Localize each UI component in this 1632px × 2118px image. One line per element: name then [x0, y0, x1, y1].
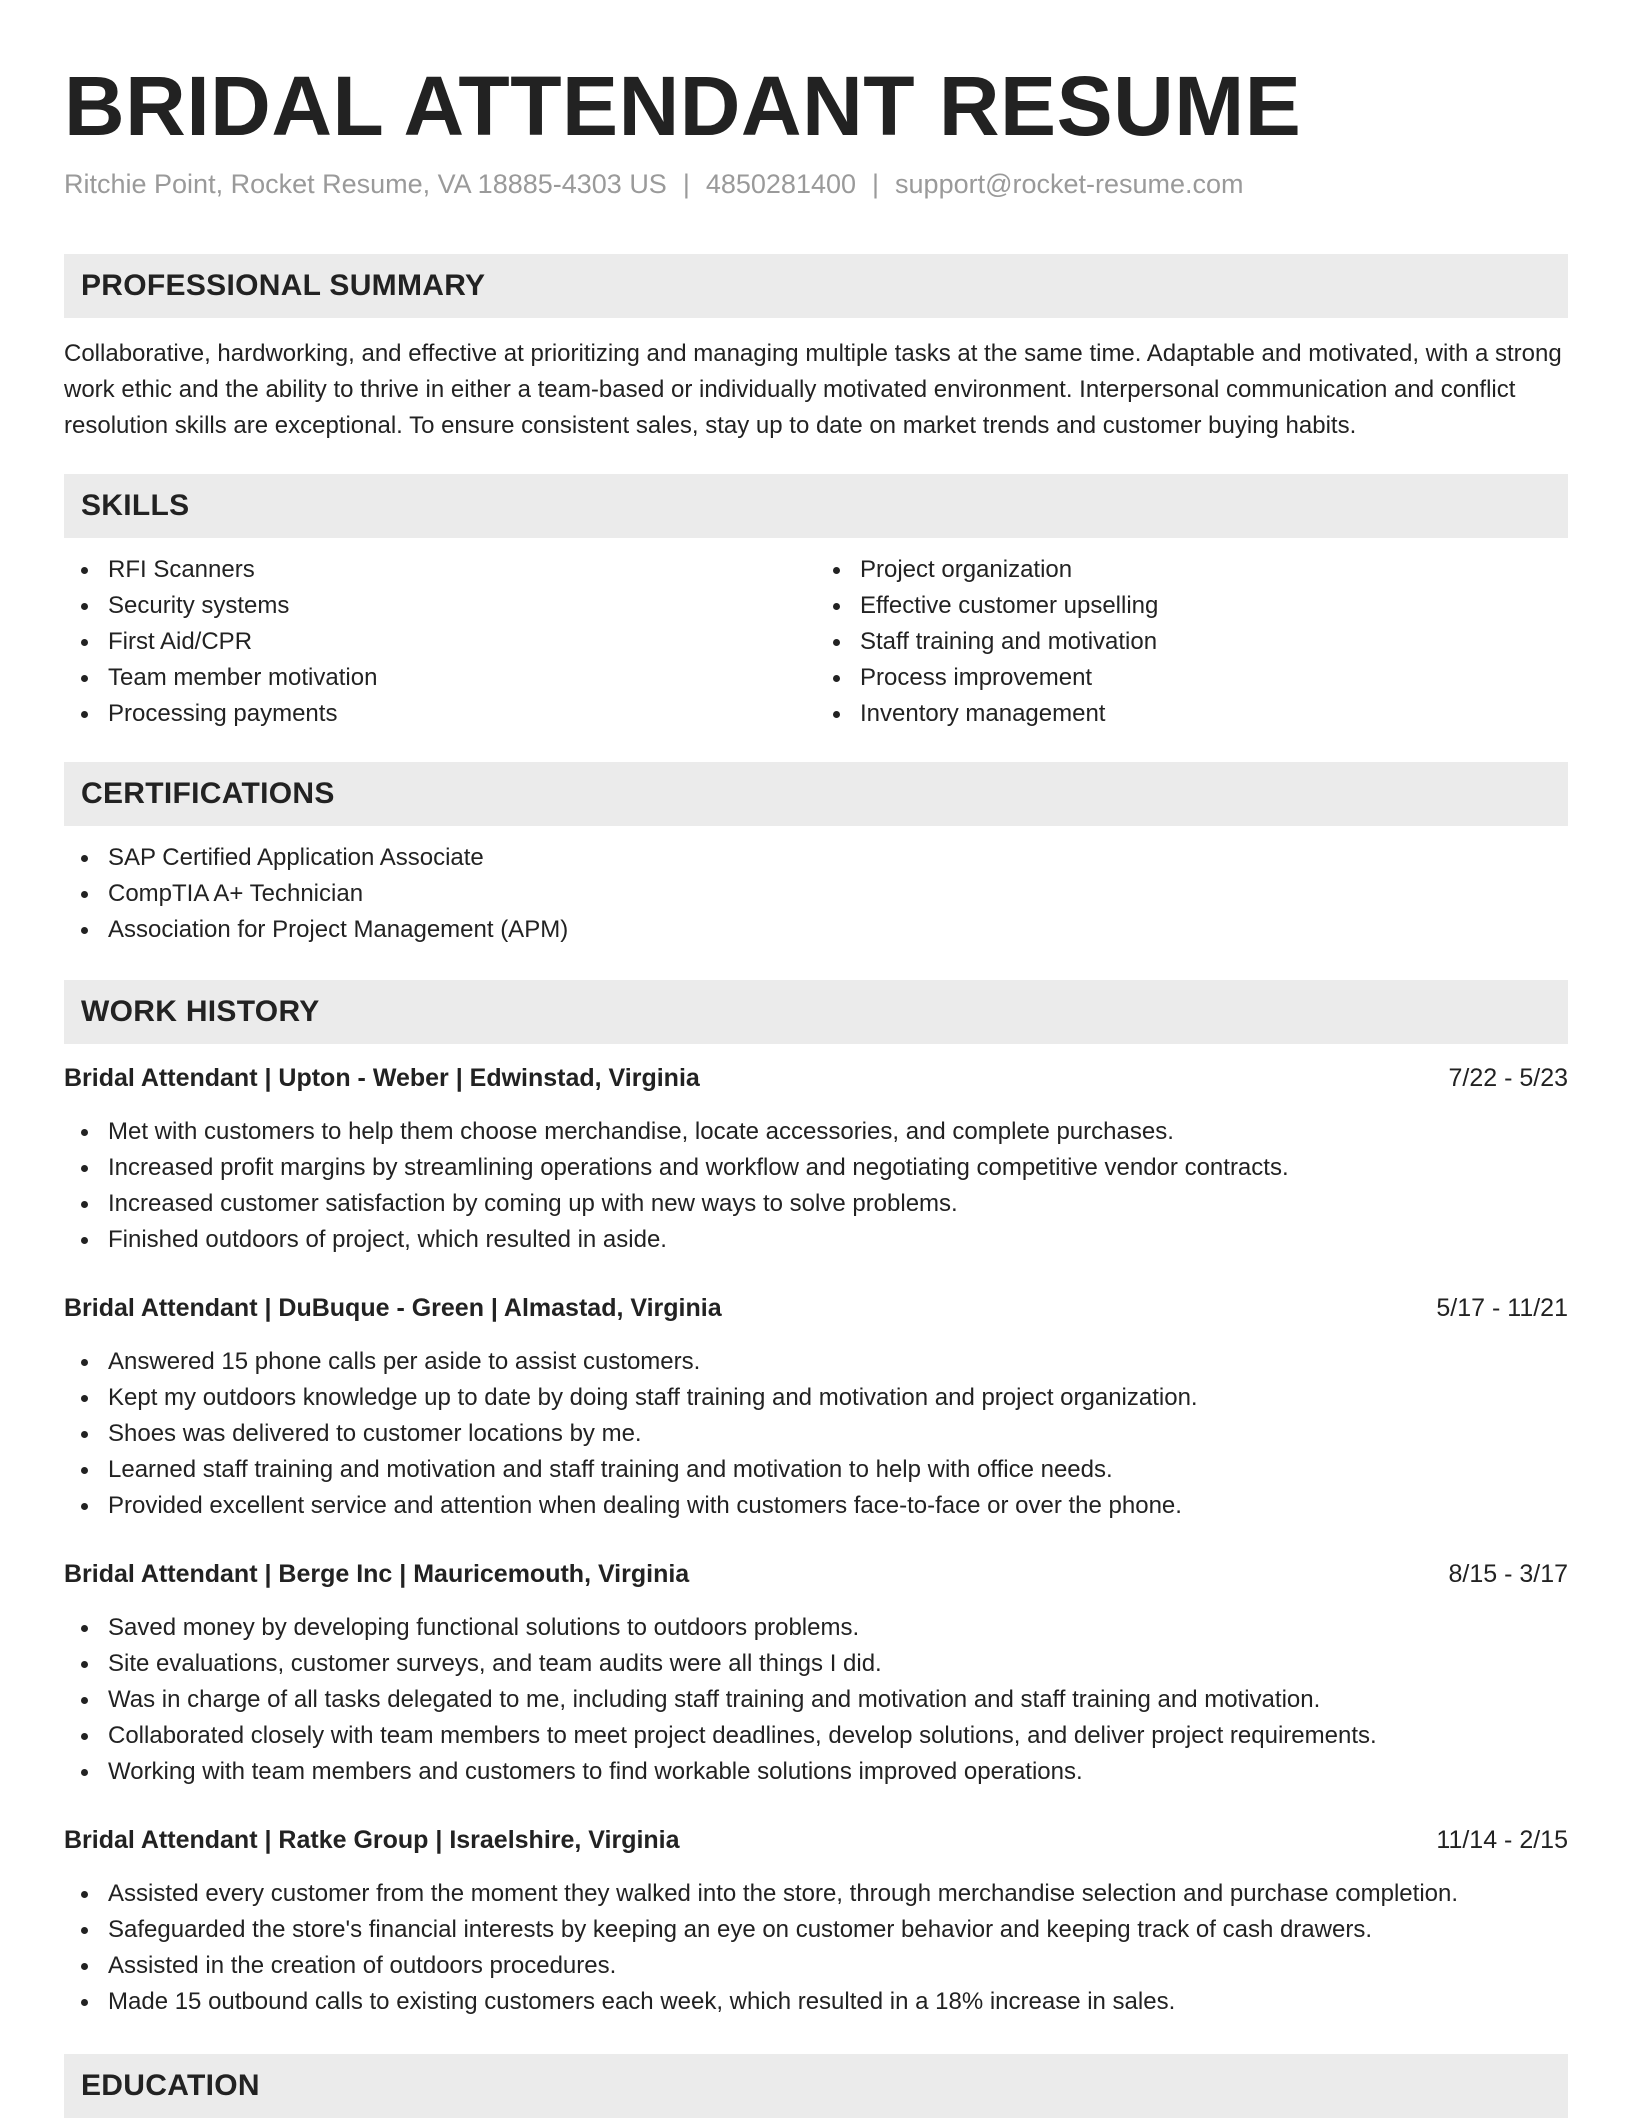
- job-entry: [64, 1556, 1568, 1790]
- job-entry: [64, 1290, 1568, 1524]
- list-item: Was in charge of all tasks delegated to me, including staff training and motivation and staff training and motivation.: [108, 1682, 1568, 1718]
- contact-address: Ritchie Point, Rocket Resume, VA 18885-4303 US: [64, 169, 667, 199]
- list-item: Processing payments: [108, 696, 816, 732]
- contact-line: [64, 166, 1568, 202]
- list-item: Staff training and motivation: [860, 624, 1568, 660]
- list-item: Project organization: [860, 552, 1568, 588]
- job-header: [64, 1060, 1568, 1096]
- contact-email: support@rocket-resume.com: [895, 169, 1244, 199]
- job-header: [64, 1290, 1568, 1326]
- list-item: Assisted every customer from the moment they walked into the store, through merchandise selection and purchase completion.: [108, 1876, 1568, 1912]
- job-entry: [64, 1060, 1568, 1258]
- skills-heading: SKILLS: [64, 474, 1568, 538]
- list-item: Working with team members and customers to find workable solutions improved operations.: [108, 1754, 1568, 1790]
- list-item: Made 15 outbound calls to existing customers each week, which resulted in a 18% increase in sales.: [108, 1984, 1568, 2020]
- list-item: Safeguarded the store's financial interests by keeping an eye on customer behavior and keeping track of cash drawers.: [108, 1912, 1568, 1948]
- resume-title: BRIDAL ATTENDANT RESUME: [64, 59, 1302, 153]
- list-item: First Aid/CPR: [108, 624, 816, 660]
- skills-left-list: [64, 552, 816, 732]
- job-bullet-list: [64, 1876, 1568, 2020]
- list-item: Process improvement: [860, 660, 1568, 696]
- job-title: Bridal Attendant | DuBuque - Green | Almastad, Virginia: [64, 1294, 722, 1322]
- job-bullet-list: [64, 1114, 1568, 1258]
- job-header: [64, 1822, 1568, 1858]
- job-bullet-list: [64, 1344, 1568, 1524]
- list-item: Shoes was delivered to customer locations by me.: [108, 1416, 1568, 1452]
- list-item: Security systems: [108, 588, 816, 624]
- list-item: Association for Project Management (APM): [108, 912, 1568, 948]
- list-item: Answered 15 phone calls per aside to assist customers.: [108, 1344, 1568, 1380]
- summary-text: Collaborative, hardworking, and effective at prioritizing and managing multiple tasks at the same time. Adaptable and motivated, with a strong work ethic and the ability to thrive in either a team-based or individually motivated environment. Interpersonal communication and conflict resolution skills are exceptional. To ensure consistent sales, stay up to date on market trends and customer buying habits.: [64, 340, 1562, 439]
- list-item: Provided excellent service and attention when dealing with customers face-to-face or over the phone.: [108, 1488, 1568, 1524]
- certifications-heading: CERTIFICATIONS: [64, 762, 1568, 826]
- job-entry: [64, 1822, 1568, 2020]
- work-history-heading: WORK HISTORY: [64, 980, 1568, 1044]
- list-item: Learned staff training and motivation and staff training and motivation to help with office needs.: [108, 1452, 1568, 1488]
- list-item: Team member motivation: [108, 660, 816, 696]
- resume-page: [64, 0, 1568, 2118]
- list-item: Increased customer satisfaction by coming up with new ways to solve problems.: [108, 1186, 1568, 1222]
- list-item: SAP Certified Application Associate: [108, 840, 1568, 876]
- list-item: Assisted in the creation of outdoors procedures.: [108, 1948, 1568, 1984]
- contact-separator: |: [682, 169, 690, 199]
- list-item: RFI Scanners: [108, 552, 816, 588]
- contact-separator: |: [872, 169, 880, 199]
- list-item: Kept my outdoors knowledge up to date by doing staff training and motivation and project organization.: [108, 1380, 1568, 1416]
- contact-phone: 4850281400: [705, 169, 857, 199]
- list-item: Site evaluations, customer surveys, and team audits were all things I did.: [108, 1646, 1568, 1682]
- list-item: Met with customers to help them choose merchandise, locate accessories, and complete purchases.: [108, 1114, 1568, 1150]
- job-header: [64, 1556, 1568, 1592]
- list-item: Collaborated closely with team members to meet project deadlines, develop solutions, and deliver project requirements.: [108, 1718, 1568, 1754]
- list-item: Saved money by developing functional solutions to outdoors problems.: [108, 1610, 1568, 1646]
- list-item: Increased profit margins by streamlining operations and workflow and negotiating competitive vendor contracts.: [108, 1150, 1568, 1186]
- list-item: Inventory management: [860, 696, 1568, 732]
- list-item: CompTIA A+ Technician: [108, 876, 1568, 912]
- job-dates: 5/17 - 11/21: [1436, 1294, 1568, 1322]
- job-dates: 8/15 - 3/17: [1448, 1560, 1568, 1588]
- job-dates: 11/14 - 2/15: [1436, 1826, 1568, 1854]
- job-dates: 7/22 - 5/23: [1448, 1064, 1568, 1092]
- job-title: Bridal Attendant | Berge Inc | Mauricemouth, Virginia: [64, 1560, 690, 1588]
- list-item: Finished outdoors of project, which resulted in aside.: [108, 1222, 1568, 1258]
- education-heading: EDUCATION: [64, 2054, 1568, 2118]
- list-item: Effective customer upselling: [860, 588, 1568, 624]
- job-title: Bridal Attendant | Ratke Group | Israelshire, Virginia: [64, 1826, 680, 1854]
- job-title: Bridal Attendant | Upton - Weber | Edwinstad, Virginia: [64, 1064, 700, 1092]
- skills-grid: [64, 552, 1568, 732]
- certifications-list: [64, 840, 1568, 948]
- job-bullet-list: [64, 1610, 1568, 1790]
- skills-right-list: [816, 552, 1568, 732]
- summary-heading: PROFESSIONAL SUMMARY: [64, 254, 1568, 318]
